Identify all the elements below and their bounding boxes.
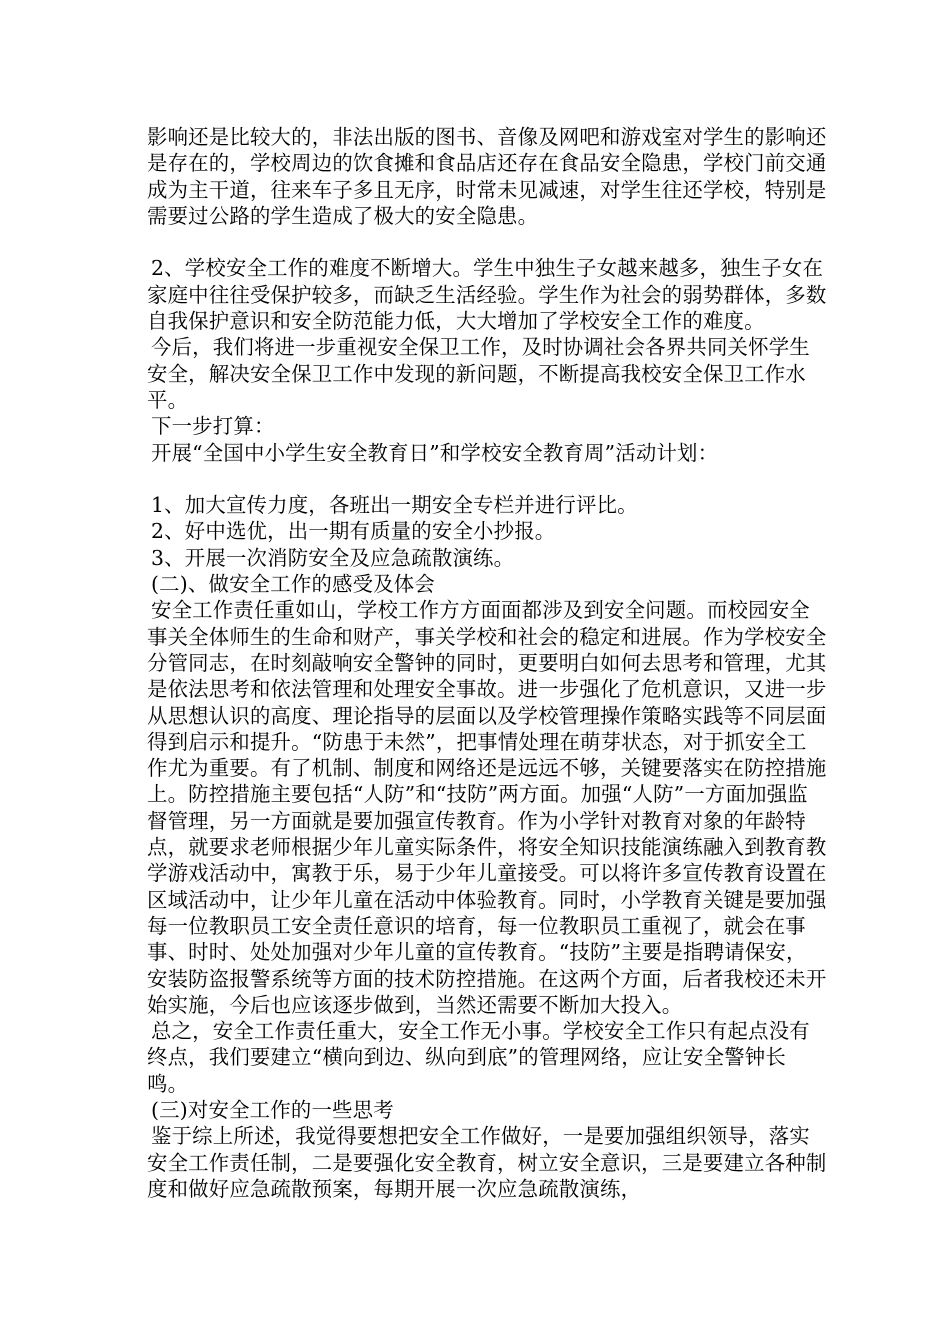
paragraph-campus-surroundings: 影响还是比较大的，非法出版的图书、音像及网吧和游戏室对学生的影响还是存在的，学校周边的饮食摊和食品店还存在食品安全隐患，学校门前交通成为主干道，往来车子多且无序，时常未见减速，对学生往还学校，特别是需要过公路的学生造成了极大的安全隐患。 — [147, 125, 827, 228]
list-item-3: 3、开展一次消防安全及应急疏散演练。 — [151, 545, 515, 570]
paragraph-future: 今后，我们将进一步重视安全保卫工作，及时协调社会各界共同关怀学生安全，解决安全保卫工作中发现的新问题，不断提高我校安全保卫工作水平。 — [147, 335, 810, 412]
document-page — [147, 124, 827, 1202]
paragraph-summary: 总之，安全工作责任重大，安全工作无小事。学校安全工作只有起点没有终点，我们要建立“横向到边、纵向到底”的管理网络，应让安全警钟长鸣。 — [147, 1019, 810, 1096]
paragraph-difficulty: 2、学校安全工作的难度不断增大。学生中独生子女越来越多，独生子女在家庭中往往受保护较多，而缺乏生活经验。学生作为社会的弱势群体，多数自我保护意识和安全防范能力低，大大增加了学校安全工作的难度。 — [147, 256, 827, 334]
section-heading-3: (三)对安全工作的一些思考 — [151, 1097, 394, 1122]
blank-line — [147, 229, 827, 255]
section-heading-2: (二)、做安全工作的感受及体会 — [151, 572, 435, 597]
paragraph-activity-plan: 开展“全国中小学生安全教育日”和学校安全教育周”活动计划： — [151, 440, 719, 465]
paragraph-thoughts: 鉴于综上所述，我觉得要想把安全工作做好，一是要加强组织领导，落实安全工作责任制，二是要强化安全教育，树立安全意识，三是要建立各种制度和做好应急疏散预案，每期开展一次应急疏散演练， — [147, 1124, 827, 1201]
blank-line — [147, 466, 827, 492]
list-item-2: 2、好中选优，出一期有质量的安全小抄报。 — [151, 519, 556, 544]
paragraph-experience: 安全工作责任重如山，学校工作方方面面都涉及到安全问题。而校园安全事关全体师生的生命和财产，事关学校和社会的稳定和进展。作为学校安全分管同志，在时刻敲响安全警钟的同时，更要明白如何去思考和管理，尤其是依法思考和依法管理和处理安全事故。进一步强化了危机意识，又进一步从思想认识的高度、理论指导的层面以及学校管理操作策略实践等不同层面得到启示和提升。“防患于未然”，把事情处理在萌芽状态，对于抓安全工作尤为重要。有了机制、制度和网络还是远远不够，关键要落实在防控措施上。防控措施主要包括“人防”和“技防”两方面。加强“人防”一方面加强监督管理，另一方面就是要加强宣传教育。作为小学针对教育对象的年龄特点，就要求老师根据少年儿童实际条件，将安全知识技能演练融入到教育教学游戏活动中，寓教于乐，易于少年儿童接受。可以将许多宣传教育设置在区域活动中，让少年儿童在活动中体验教育。同时，小学教育关键是要加强每一位教职员工安全责任意识的培育，每一位教职员工重视了，就会在事事、时时、处处加强对少年儿童的宣传教育。“技防”主要是指聘请保安，安装防盗报警系统等方面的技术防控措施。在这两个方面，后者我校还未开始实施，今后也应该逐步做到，当然还需要不断加大投入。 — [147, 598, 827, 1017]
list-item-1: 1、加大宣传力度，各班出一期安全专栏并进行评比。 — [151, 493, 638, 518]
heading-next-steps: 下一步打算： — [151, 414, 275, 439]
